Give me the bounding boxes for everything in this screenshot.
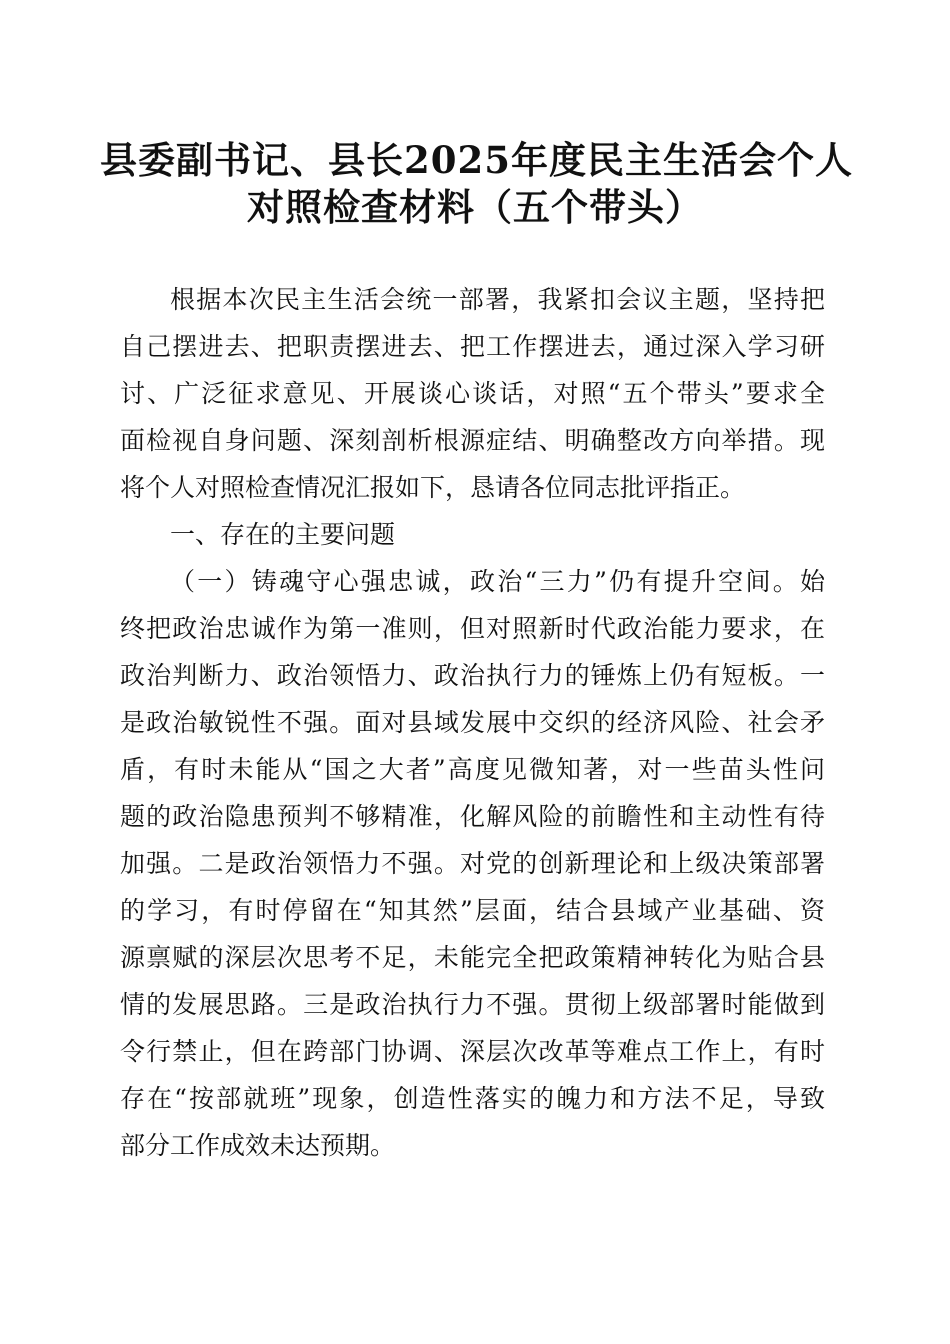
paragraph-line: 终把政治忠诚作为第一准则，但对照新时代政治能力要求，在 (120, 614, 825, 643)
paragraph-line: 源禀赋的深层次思考不足，未能完全把政策精神转化为贴合县 (120, 943, 825, 972)
paragraph-line: 加强。二是政治领悟力不强。对党的创新理论和上级决策部署 (120, 849, 825, 878)
paragraph-line: 是政治敏锐性不强。面对县域发展中交织的经济风险、社会矛 (120, 708, 825, 737)
section-heading: 一、存在的主要问题 (170, 520, 396, 549)
paragraph-line: 自己摆进去、把职责摆进去、把工作摆进去，通过深入学习研 (120, 332, 825, 361)
paragraph-line: 面检视自身问题、深刻剖析根源症结、明确整改方向举措。现 (120, 426, 825, 455)
paragraph-line: 存在“按部就班”现象，创造性落实的魄力和方法不足，导致 (120, 1084, 825, 1113)
section-heading-block (120, 511, 825, 558)
paragraph-line: 题的政治隐患预判不够精准，化解风险的前瞻性和主动性有待 (120, 802, 825, 831)
paragraph-line: 盾，有时未能从“国之大者”高度见微知著，对一些苗头性问 (120, 755, 825, 784)
paragraph-line: 根据本次民主生活会统一部署，我紧扣会议主题，坚持把 (170, 285, 825, 314)
paragraph-line: （一）铸魂守心强忠诚，政治“三力”仍有提升空间。始 (170, 567, 825, 596)
document-title-line-2: 对照检查材料（五个带头） (247, 185, 703, 229)
paragraph-line: 情的发展思路。三是政治执行力不强。贯彻上级部署时能做到 (120, 990, 825, 1019)
intro-paragraph (120, 276, 825, 511)
paragraph-line: 政治判断力、政治领悟力、政治执行力的锤炼上仍有短板。一 (120, 661, 825, 690)
paragraph-line: 的学习，有时停留在“知其然”层面，结合县域产业基础、资 (120, 896, 825, 925)
document-title-line-1: 县委副书记、县长2025年度民主生活会个人 (100, 138, 853, 182)
paragraph-line: 部分工作成效未达预期。 (120, 1131, 396, 1160)
paragraph-line: 令行禁止，但在跨部门协调、深层次改革等难点工作上，有时 (120, 1037, 825, 1066)
paragraph-line: 讨、广泛征求意见、开展谈心谈话，对照“五个带头”要求全 (120, 379, 825, 408)
subsection-paragraph (120, 558, 825, 1169)
paragraph-line: 将个人对照检查情况汇报如下，恳请各位同志批评指正。 (120, 473, 746, 502)
